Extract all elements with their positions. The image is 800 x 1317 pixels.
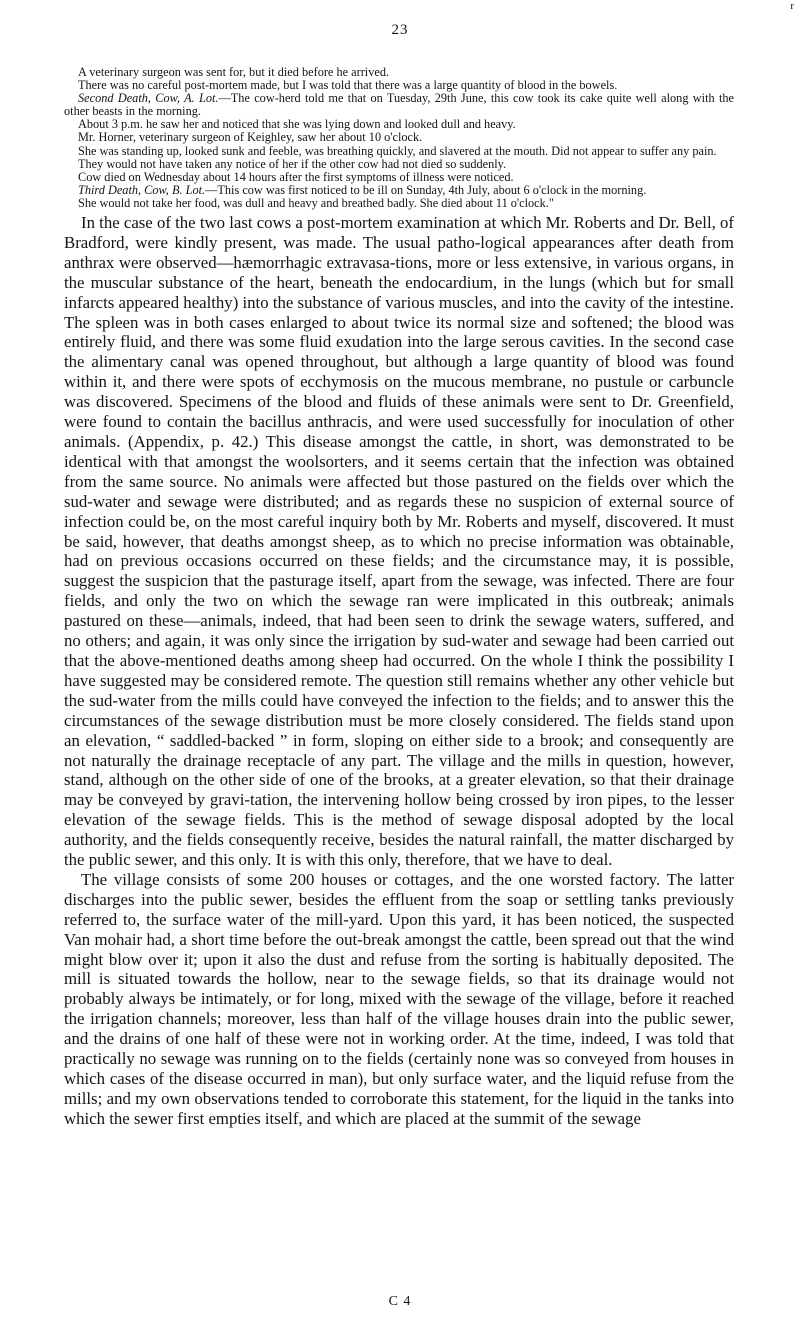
testimony-text: Mr. Horner, veterinary surgeon of Keighley, saw her about 10 o'clock. <box>78 130 423 145</box>
page-number: 23 <box>391 22 409 38</box>
testimony-text: She would not take her food, was dull and heavy and breathed badly. She died about 11 o'clock." <box>78 195 554 210</box>
testimony-text: —This cow was first noticed to be ill on Sunday, 4th July, about 6 o'clock in the morning. <box>205 182 647 197</box>
testimony-text: There was no careful post-mortem made, but I was told that there was a large quantity of blood in the bowels. <box>78 78 618 93</box>
testimony-text: Cow died on Wednesday about 14 hours after the first symptoms of illness were noticed. <box>78 169 514 184</box>
testimony-text: She was standing up, looked sunk and feeble, was breathing quickly, and slavered at the mouth. Did not appear to suffer any pain. <box>78 143 717 158</box>
testimony-lead: Second Death, Cow, A. Lot. <box>78 91 219 106</box>
testimony-paragraph <box>64 92 734 118</box>
testimony-text: About 3 p.m. he saw her and noticed that she was lying down and looked dull and heavy. <box>78 117 516 132</box>
testimony-block <box>64 66 734 210</box>
report-paragraph: The village consists of some 200 houses or cottages, and the one worsted factory. The latter discharges into the public sewer, besides the effluent from the soap or settling tanks previously referred to, the surface water of the mill-yard. Upon this yard, it has been noticed, the suspected Van mohair had, a short time before the out-break amongst the cattle, been spread out that the wind might blow over it; upon it also the dust and refuse from the sorting is habitually deposited. The mill is situated towards the hollow, near to the sewage fields, so that its drainage would not probably always be intimately, or for long, mixed with the sewage of the village, before it reached the irrigation channels; moreover, less than half of the village houses drain into the public sewer, and the drains of one half of these were not in working order. At the time, indeed, I was told that practically no sewage was running on to the fields (certainly none was so conveyed from houses in which cases of the disease occurred in man), but only surface water, and the liquid refuse from the mills; and my own observations tended to corroborate this statement, for the liquid in the tanks into which the sewer first empties itself, and which are placed at the summit of the sewage <box>64 869 734 1128</box>
testimony-text: A veterinary surgeon was sent for, but it died before he arrived. <box>78 65 390 79</box>
testimony-text: They would not have taken any notice of her if the other cow had not died so suddenly. <box>78 156 507 171</box>
page-body <box>64 66 734 1129</box>
testimony-lead: Third Death, Cow, B. Lot. <box>78 182 206 197</box>
testimony-text: —The cow-herd told me that on Tuesday, 29th June, this cow took its cake quite well along with the other beasts in the morning. <box>64 91 734 119</box>
corner-mark: r <box>790 0 794 12</box>
signature-mark: C 4 <box>388 1294 412 1309</box>
testimony-paragraph <box>64 197 734 210</box>
report-body <box>64 213 734 1129</box>
report-paragraph: In the case of the two last cows a post-mortem examination at which Mr. Roberts and Dr. Bell, of Bradford, were kindly present, was made. The usual patho-logical appearances after death from anthrax were observed—hæmorrhagic extravasa-tions, more or less extensive, in various organs, in the muscular substance of the heart, beneath the endocardium, in the lungs (which but for small infarcts appeared healthy) into the substance of various muscles, and into the cavity of the intestine. The spleen was in both cases enlarged to about twice its normal size and softened; the blood was entirely fluid, and there was some fluid exudation into the large serous cavities. In the second case the alimentary canal was opened throughout, but although a large quantity of blood was found within it, and there were spots of ecchymosis on the mucous membrane, no pustule or carbuncle was discovered. Specimens of the blood and fluids of these animals were sent to Dr. Greenfield, were found to contain the bacillus anthracis, and were used successfully for inoculation of other animals. (Appendix, p. 42.) This disease amongst the cattle, in short, was demonstrated to be identical with that amongst the woolsorters, and it seems certain that the infection was obtained from the same source. No animals were affected but those pastured on the fields over which the sud-water and sewage were distributed; and as regards these no suspicion of external source of infection could be, on the most careful inquiry both by Mr. Roberts and myself, discovered. It must be said, however, that deaths amongst sheep, as to which no precise information was obtainable, had on previous occasions occurred on these fields; and the circumstance may, it is possible, suggest the suspicion that the pasturage itself, apart from the sewage, was infected. There are four fields, and only the two on which the sewage ran were implicated in this outbreak; animals pastured on these—animals, indeed, that had been seen to drink the sewage waters, suffered, and no others; and again, it was only since the irrigation by sud-water and sewage had been carried out that the above-mentioned deaths among sheep had occurred. On the whole I think the possibility I have suggested may be considered remote. The question still remains whether any other vehicle but the sud-water from the mills could have conveyed the infection to the fields; and to answer this the circumstances of the sewage distribution must be more closely considered. The fields stand upon an elevation, “ saddled-backed ” in form, sloping on either side to a brook; and consequently are not naturally the drainage receptacle of any part. The village and the mills in question, however, stand, although on the other side of one of the brooks, at a greater elevation, so that their drainage may be conveyed by gravi-tation, the intervening hollow being crossed by iron pipes, to the lesser elevation of the sewage fields. This is the method of sewage disposal adopted by the local authority, and the fields consequently receive, besides the natural rainfall, the matter discharged by the public sewer, and this only. It is with this only, therefore, that we have to deal. <box>64 213 734 870</box>
